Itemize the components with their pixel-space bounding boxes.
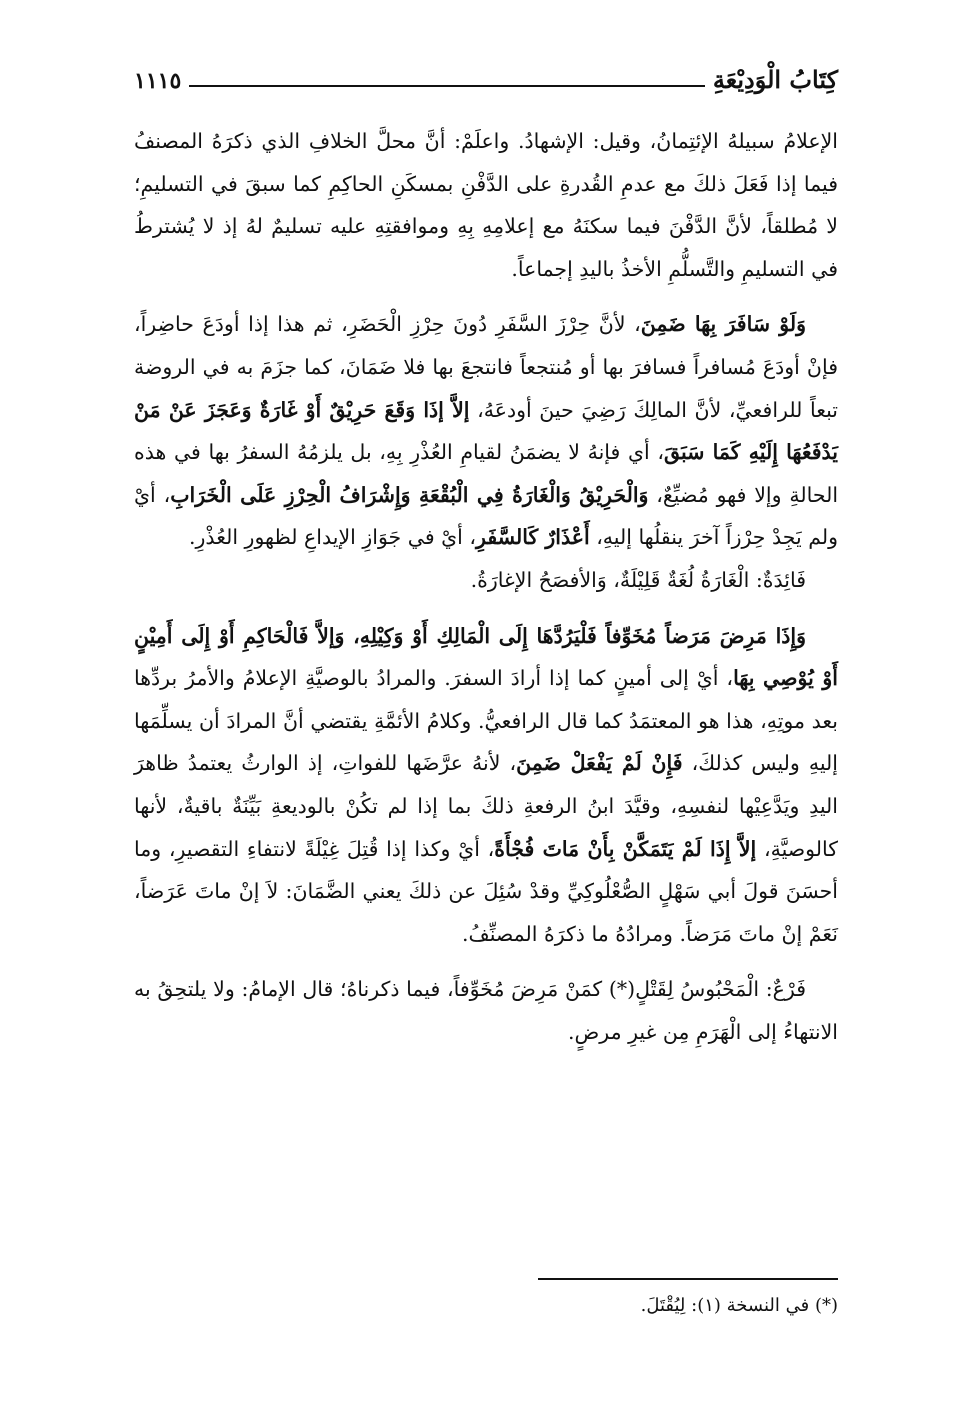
p2-seg-4: وَالْحَرِيْقُ وَالْغَارَةُ فِي الْبُقْعَةِ وَإِشْرَافُ الْحِرْزِ عَلَى الْخَرَابِ (170, 482, 649, 507)
p2-seg-5: ، أيْ ولم يَجِدْ حِرْزاً آخرَ ينقلُها إليهِ، (134, 482, 838, 550)
paragraph-4 (134, 615, 838, 956)
p2-seg-0: وَلَوْ سَافَرَ بِهَا ضَمِنَ (640, 312, 806, 337)
book-title: كِتَابُ الْوَدِيْعَةِ (712, 65, 838, 94)
p2-seg-2: إلاَّ إذَا وَقَعَ حَرِيْقٌ أَوْ غَارَةٌ وَعَجَزَ عَنْ مَنْ يَدْفَعُهَا إِلَيْهِ كَمَا سَبَقَ (134, 397, 838, 465)
paragraph-2 (134, 303, 838, 559)
running-header (134, 58, 838, 94)
main-text (134, 120, 838, 1053)
p4-seg-2: فَإِنْ لَمْ يَفْعَلْ ضَمِنَ (516, 751, 683, 776)
paragraph-1: الإعلامُ سبيلهُ الإئتِمانُ، وقيل: الإشهادُ. واعلَمْ: أنَّ محلَّ الخلافِ الذي ذكرَهُ المصنفُ فيما إذا فَعَلَ ذلكَ مع عدمِ القُدرةِ على الدَّفْنِ بمسكَنِ الحاكِمِ كما سبقَ في التسليمِ؛ لا مُطلقاً، لأنَّ الدَّفْنَ فيما سكنَهُ مع إعلامِهِ بِهِ وموافقتِهِ عليه تسليمٌ لهُ إذ لا يُشترطُ في التسليمِ والتَّسلُّمِ الأخذُ باليدِ إجماعاً. (134, 129, 838, 281)
header-rule (189, 85, 705, 87)
p4-seg-1: ، أيْ إلى أمينٍ كما إذا أرادَ السفرَ. والمرادُ بالوصيَّةِ الإعلامُ والأمرُ بردِّها بعد موتِهِ، هذا هو المعتمَدُ كما قال الرافعيُّ. وكلامُ الأئمَّةِ يقتضي أنَّ المرادَ أن يسلِّمَها إليهِ وليس كذلكَ، (134, 666, 838, 776)
page-number: ١١١٥ (134, 68, 182, 94)
p4-seg-0: وَإِذَا مَرِضَ مَرَضاً مُخَوِّفاً فَلْيَرُدَّهَا إِلَى الْمَالِكِ أَوْ وَكِيْلِهِ، وَإلاَّ فَالْحَاكِمِ أَوْ إِلَى أَمِيْنٍ أَوْ يُوْصِي بِهَا (134, 623, 838, 691)
p4-seg-4: إلاَّ إِذَا لَمْ يَتَمَكَّنْ بِأَنْ مَاتَ فُجْأَةً (494, 836, 757, 861)
p4-seg-5: ، أيْ وكذا إذا قُتِلَ غِيْلَةً لانتفاءِ التقصيرِ، وما أحسَنَ قولَ أبي سَهْلٍ الصُّعْلُوكِيِّ وقدْ سُئِلَ عن ذلكَ يعني الضَّمَانَ: لاَ إنْ ماتَ عَرَضاً، نَعَمْ إنْ ماتَ مَرَضاً. ومرادُهُ ما ذكرَهُ المصنِّفُ. (134, 836, 838, 946)
p2-seg-6: أَعْذَارٌ كَالسَّفَرِ (476, 525, 590, 550)
footnote: (*) في النسخة (١): لِيُقْتَلَ. (640, 1295, 838, 1316)
paragraph-3: فَائِدَةٌ: الْغَارَةُ لُغَةٌ قَلِيْلَةٌ، وَالأفصَحُ الإغارَةُ. (470, 567, 806, 592)
p4-seg-3: ، لأنهُ عرَّضَها للفواتِ، إذ الوارثُ يعتمدُ ظاهرَ اليدِ ويَدَّعِيْها لنفسِهِ، وقيَّدَ ابنُ الرفعةِ ذلكَ بما إذا لم تكُنْ بالوديعةِ بَيِّنَةٌ باقيةٌ، لأنها كالوصيَّةِ، (134, 751, 839, 861)
paragraph-5: فَرْعٌ: الْمَحْبُوسُ لِقَتْلٍ(*) كمَنْ مَرِضَ مُخَوِّفاً، فيما ذكرناهُ؛ قال الإمامُ: ولا يلتحِقُ به الانتهاءُ إلى الْهَرَمِ مِن غيرِ مرضٍ. (134, 977, 838, 1044)
p2-seg-1: ، لأنَّ حِرْزَ السَّفَرِ دُونَ حِرْزِ الْحَضَرِ، ثم هذا إذا أودَعَ حاضِراً، فإنْ أودَعَ مُسافراً فسافرَ بها أو مُنتجعاً فانتجعَ بها فلا ضَمَانَ، كما جزَمَ به في الروضة تبعاً للرافعيِّ، لأنَّ المالِكَ رَضِيَ حينَ أودعَهُ، (134, 312, 838, 422)
p2-seg-3: ، أي فإنهُ لا يضمَنُ لقيامِ العُذْرِ بِهِ، بل يلزمُهُ السفرُ بها في هذه الحالةِ وإلا فهو مُضيِّعٌ، (134, 440, 839, 507)
footnote-rule (538, 1278, 838, 1280)
p2-seg-7: ، أيْ في جَوَازِ الإيداعِ لظهورِ العُذْرِ. (189, 525, 477, 550)
